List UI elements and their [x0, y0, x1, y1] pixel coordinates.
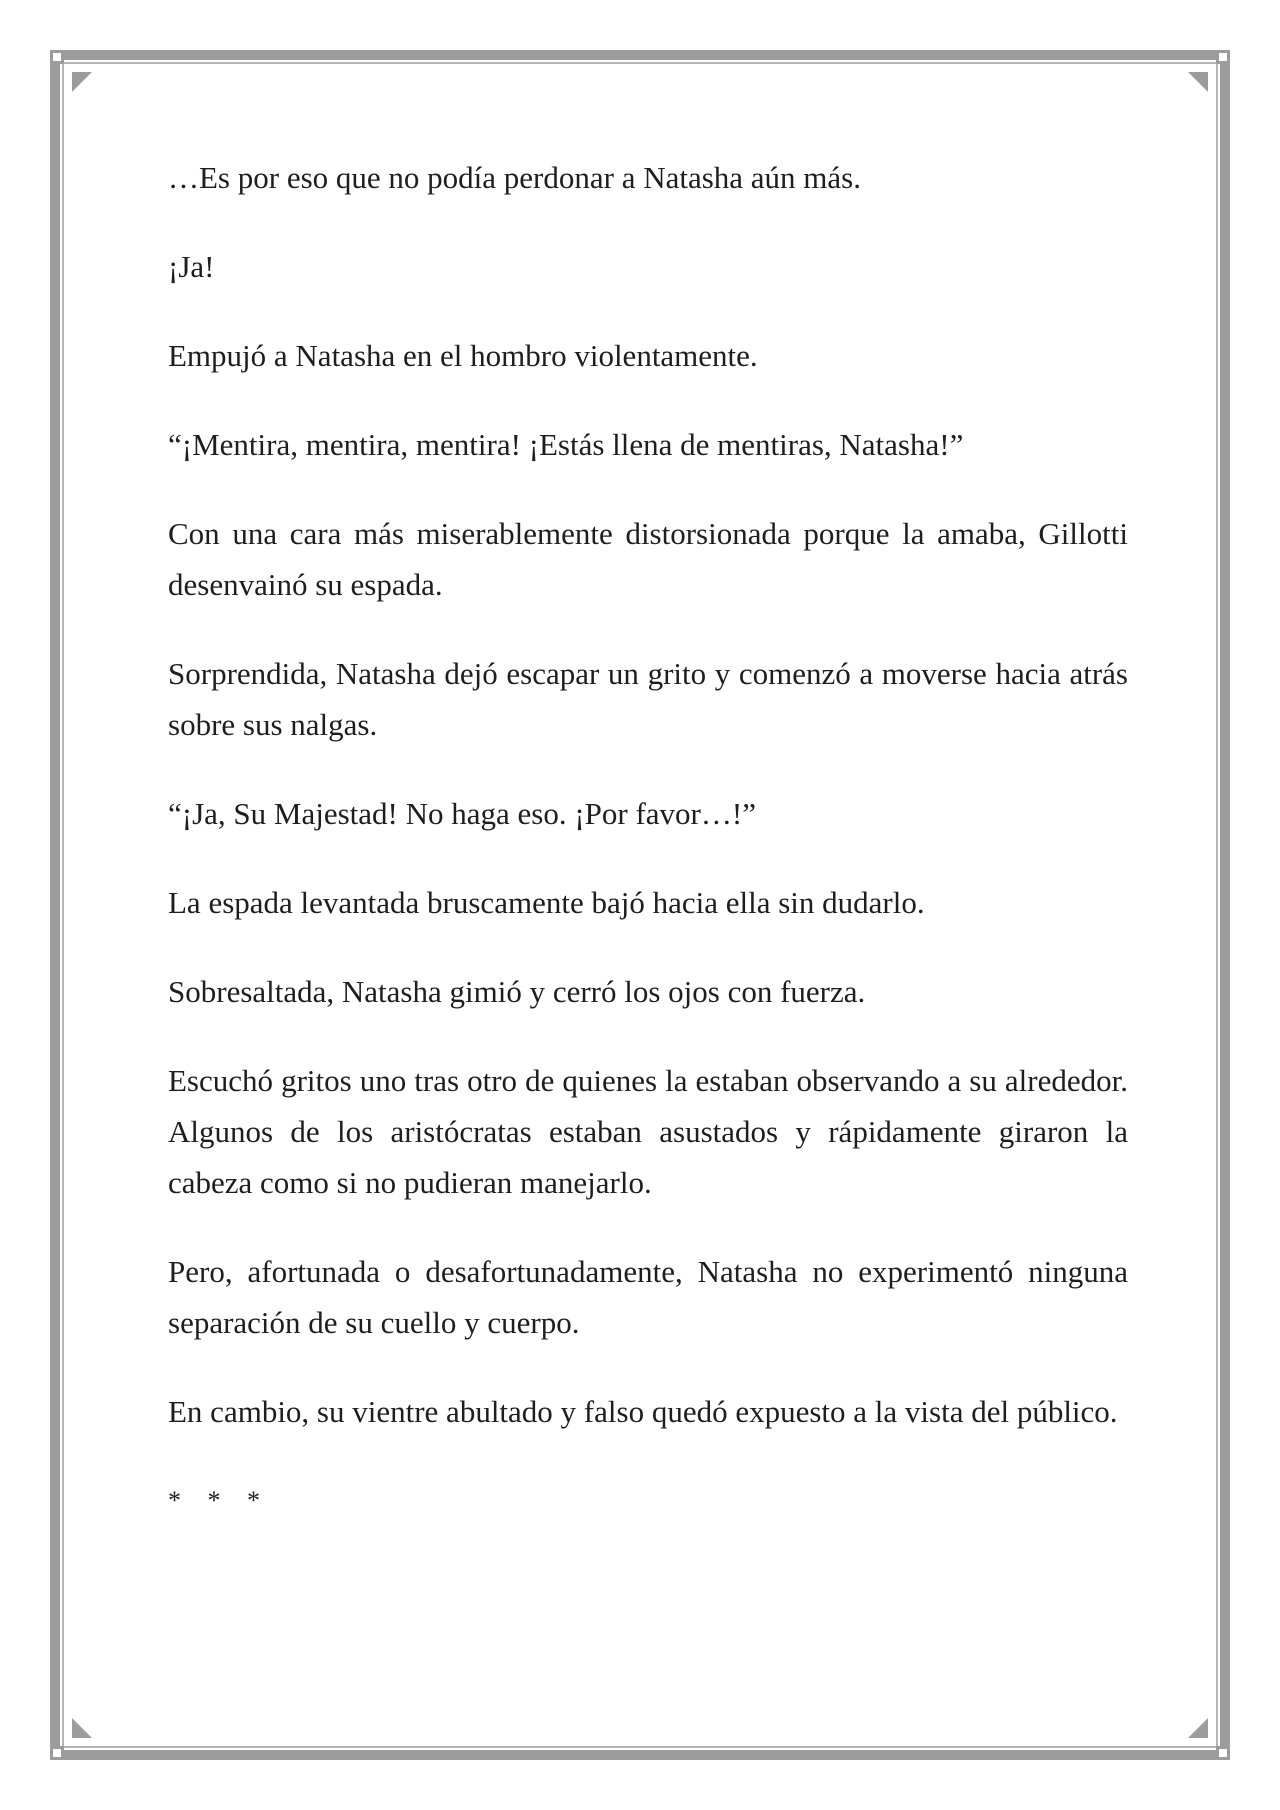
paragraph: …Es por eso que no podía perdonar a Natasha aún más. [168, 160, 861, 195]
paragraph: “¡Ja, Su Majestad! No haga eso. ¡Por favor…!” [168, 796, 756, 831]
paragraph: “¡Mentira, mentira, mentira! ¡Estás llena de mentiras, Natasha!” [168, 427, 964, 462]
frame-corner-top-right [1216, 50, 1230, 64]
frame-ornament-top-right [1188, 72, 1208, 92]
paragraph: Sorprendida, Natasha dejó escapar un grito y comenzó a moverse hacia atrás sobre sus nalgas. [168, 656, 1128, 742]
paragraph: Escuchó gritos uno tras otro de quienes la estaban observando a su alrededor. Algunos de los aristócratas estaban asustados y rápidamente giraron la cabeza como si no pudieran manejarlo. [168, 1063, 1128, 1200]
paragraph: Pero, afortunada o desafortunadamente, Natasha no experimentó ninguna separación de su cuello y cuerpo. [168, 1254, 1128, 1340]
paragraph: En cambio, su vientre abultado y falso quedó expuesto a la vista del público. [168, 1394, 1118, 1429]
frame-ornament-bottom-left [72, 1718, 92, 1738]
frame-ornament-top-left [72, 72, 92, 92]
frame-corner-bottom-left [50, 1746, 64, 1760]
frame-corner-top-left [50, 50, 64, 64]
frame-ornament-bottom-right [1188, 1718, 1208, 1738]
paragraph: ¡Ja! [168, 249, 215, 284]
page-body [168, 152, 1128, 1526]
paragraph: Empujó a Natasha en el hombro violentamente. [168, 338, 758, 373]
paragraph: Con una cara más miserablemente distorsionada porque la amaba, Gillotti desenvainó su espada. [168, 516, 1128, 602]
scene-separator: * * * [168, 1486, 270, 1515]
paragraph: La espada levantada bruscamente bajó hacia ella sin dudarlo. [168, 885, 925, 920]
paragraph: Sobresaltada, Natasha gimió y cerró los ojos con fuerza. [168, 974, 866, 1009]
frame-corner-bottom-right [1216, 1746, 1230, 1760]
